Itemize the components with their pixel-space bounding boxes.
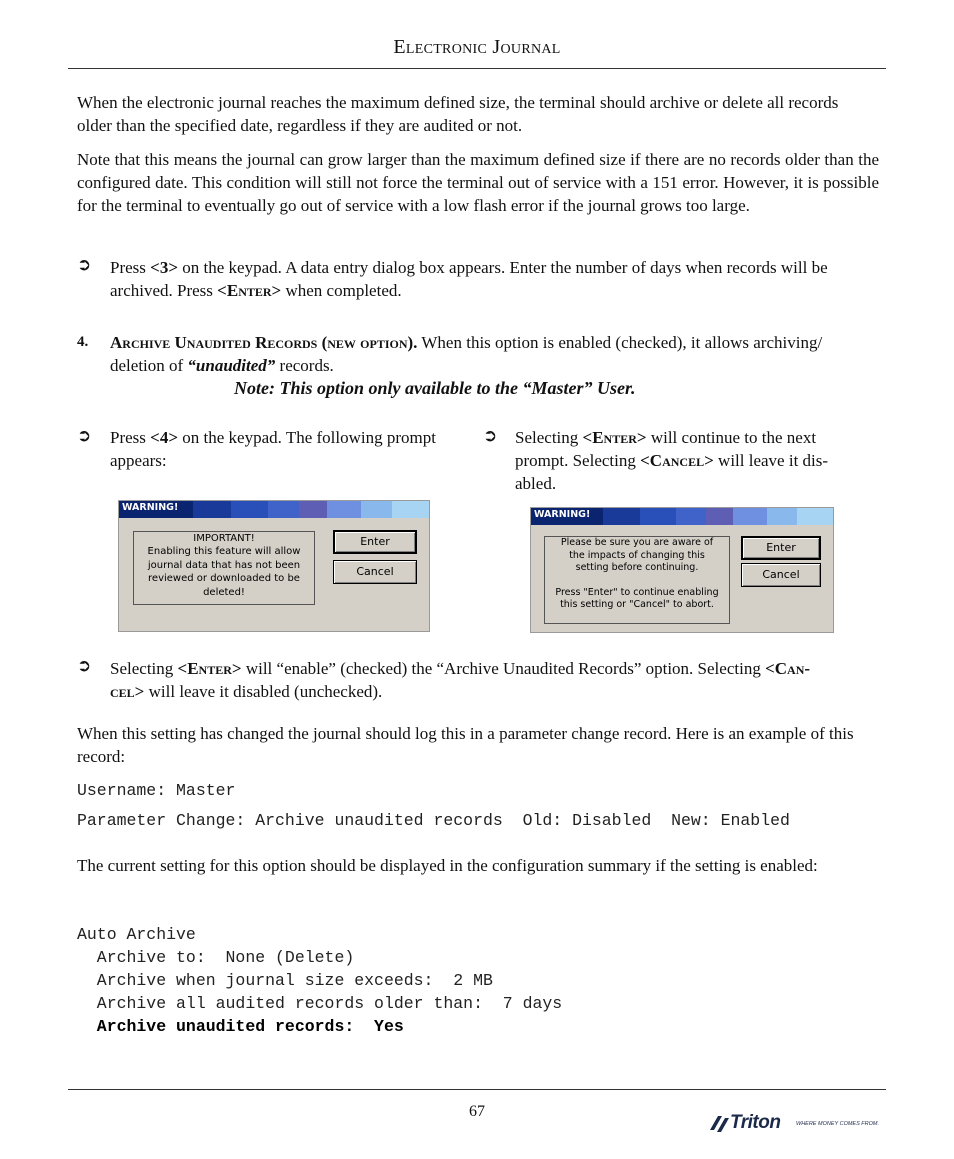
master-user-note: Note: This option only available to the “Master” User. [234, 378, 636, 398]
enter-button[interactable]: Enter [333, 530, 417, 554]
code-archive-unaudited: Archive unaudited records: Yes [77, 1017, 404, 1036]
paragraph-parameter-change: When this setting has changed the journal should log this in a parameter change record. Here is an example of this record: [77, 724, 854, 766]
arrow-bullet-icon: ➲ [77, 656, 92, 676]
paragraph-archive-rule: When the electronic journal reaches the maximum defined size, the terminal should archive or delete all records older than the specified date, regardless if they are audited or not. [77, 93, 839, 135]
cancel-button[interactable]: Cancel [741, 563, 821, 587]
code-username: Username: Master [77, 781, 236, 800]
code-archive-size: Archive when journal size exceeds: 2 MB [77, 971, 493, 990]
footer-rule [68, 1089, 886, 1090]
dialog-title: WARNING! [534, 509, 591, 520]
code-archive-to: Archive to: None (Delete) [77, 948, 355, 967]
warning-dialog-important [118, 500, 430, 632]
item-number: 4. [77, 334, 89, 350]
page-number: 67 [469, 1103, 485, 1120]
code-archive-audited: Archive all audited records older than: 7 days [77, 994, 563, 1013]
bullet-select-enter-cancel: Selecting <Enter> will continue to the next prompt. Selecting <Cancel> will leave it dis- abled. [515, 428, 829, 493]
dialog-message-box: Please be sure you are aware of the impacts of changing this setting before continuing. Press "Enter" to continue enabling this setting or "Cancel" to abort. [544, 536, 730, 624]
code-parameter-change: Parameter Change: Archive unaudited records Old: Disabled New: Enabled [77, 811, 790, 830]
arrow-bullet-icon: ➲ [77, 426, 92, 446]
page-title: Electronic Journal [393, 36, 561, 58]
dialog-message-box: IMPORTANT! Enabling this feature will allow journal data that has not been reviewed or downloaded to be deleted! [133, 531, 315, 605]
item-archive-unaudited: Archive Unaudited Records (new option). When this option is enabled (checked), it allows archiving/ deletion of “unaudited” records. [110, 333, 823, 375]
cancel-button[interactable]: Cancel [333, 560, 417, 584]
paragraph-config-summary: The current setting for this option should be displayed in the configuration summary if the setting is enabled: [77, 856, 818, 875]
triton-logo [708, 1112, 878, 1136]
arrow-bullet-icon: ➲ [483, 426, 498, 446]
dialog-title: WARNING! [122, 502, 179, 513]
arrow-bullet-icon: ➲ [77, 255, 92, 275]
enter-button[interactable]: Enter [741, 536, 821, 560]
bullet-press-3: Press <3> on the keypad. A data entry dialog box appears. Enter the number of days when records will be archived. Press <Enter> when completed. [110, 258, 828, 300]
warning-dialog-confirm [530, 507, 834, 633]
header-rule [68, 68, 886, 69]
brand-tagline: WHERE MONEY COMES FROM. [796, 1121, 880, 1127]
bullet-enable-option: Selecting <Enter> will “enable” (checked) the “Archive Unaudited Records” option. Selecting <Can- cel> will leave it disabled (unchecked). [110, 659, 811, 701]
bullet-press-4: Press <4> on the keypad. The following prompt appears: [110, 428, 436, 470]
brand-wordmark: Triton [730, 1112, 781, 1133]
paragraph-journal-note: Note that this means the journal can grow larger than the maximum defined size if there are no records older than the configured date. This condition will still not force the terminal out of service with a 151 error. However, it is possible for the terminal to eventually go out of service with a low flash error if the journal grows too large. [77, 150, 879, 215]
code-auto-archive: Auto Archive [77, 925, 196, 944]
triton-swoosh-icon [708, 1114, 732, 1134]
